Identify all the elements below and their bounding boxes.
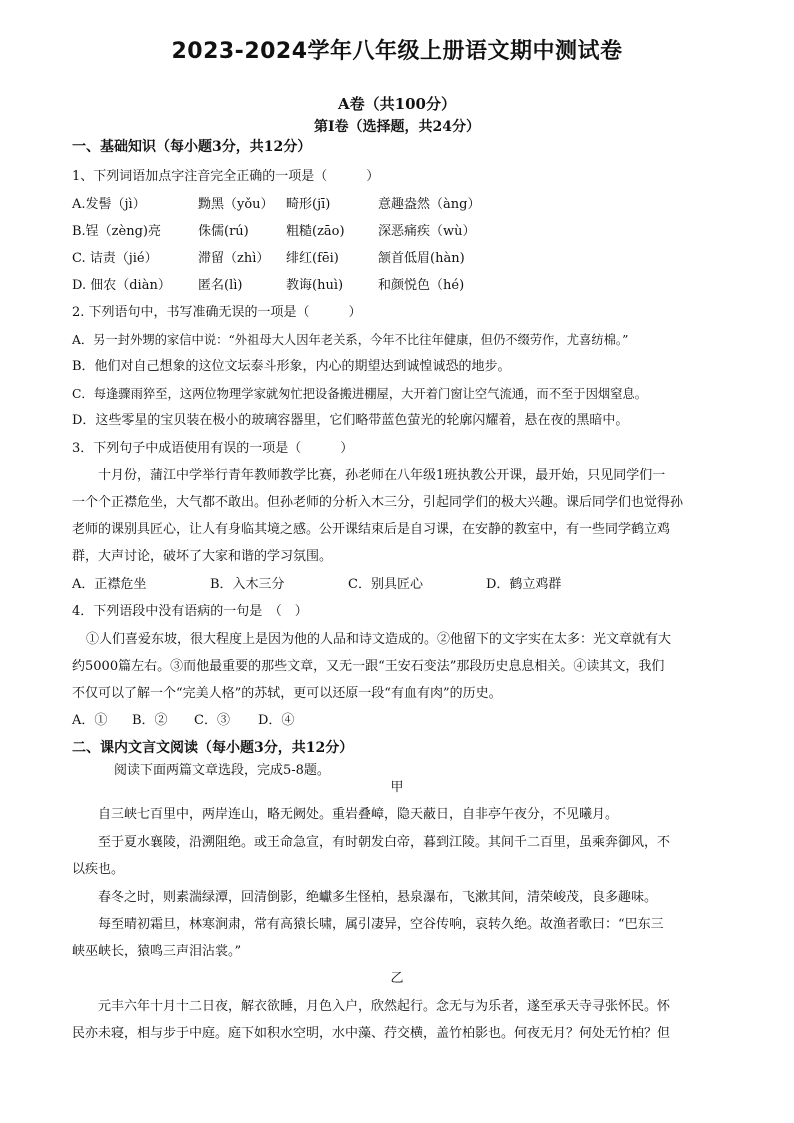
q3-options: [72, 576, 732, 594]
q1-option-b: [72, 223, 732, 241]
q4-stem: 4．下列语段中没有语病的一句是 （ ）: [72, 604, 308, 619]
q1-d-word3: 教诲(huì): [286, 278, 344, 293]
q2-option-a: A．另一封外甥的家信中说：“外祖母大人因年老关系，今年不比往年健康，但仍不缀劳作，尤喜纺棉。”: [72, 333, 629, 347]
q1-b-word2: 侏儒(rú): [198, 224, 249, 239]
passage-jia-line: 春冬之时，则素湍绿潭，回清倒影，绝巘多生怪柏，悬泉瀑布，飞漱其间，清荣峻茂，良多趣味。: [98, 890, 658, 905]
q4-option-b: B．②: [132, 713, 168, 728]
passage-yi-label: 乙: [390, 971, 404, 986]
q1-option-a: [72, 196, 732, 214]
q2-option-c: C．每逢骤雨猝至，这两位物理学家就匆忙把设备搬进棚屋，大开着门窗让空气流通，而不至于因烟窒息。: [72, 387, 648, 401]
q1-b-word3: 粗糙(zāo): [286, 224, 345, 239]
q1-a-word2: 黝黑（yǒu）: [198, 197, 274, 212]
q4-para-line: 约5000篇左右。③而他最重要的那些文章，又无一跟“王安石变法”那段历史息息相关。④读其文，我们: [72, 659, 665, 674]
q1-option-c: [72, 250, 732, 268]
q1-c-word4: 颔首低眉(hàn): [378, 251, 465, 266]
q3-para-line: 老师的课别具匠心，让人有身临其境之感。公开课结束后是自习课，在安静的教室中，有一些同学鹤立鸡: [72, 522, 671, 537]
q3-para-line: 群，大声讨论，破坏了大家和谐的学习氛围。: [72, 549, 333, 564]
q3-option-c: C．别具匠心: [348, 577, 423, 592]
q4-para-line: 不仅可以了解一个“完美人格”的苏轼，更可以还原一段“有血有肉”的历史。: [72, 686, 502, 701]
part-one-heading: 第Ⅰ卷（选择题，共24分）: [313, 119, 481, 135]
passage-jia-line: 每至晴初霜旦，林寒涧肃，常有高猿长啸，属引凄异，空谷传响，哀转久绝。故渔者歌曰：“巴东三: [98, 917, 664, 932]
section2-heading: 二、课内文言文阅读（每小题3分，共12分）: [72, 740, 354, 756]
passage-jia-line: 至于夏水襄陵，沿溯阻绝。或王命急宣，有时朝发白帝，暮到江陵。其间千二百里，虽乘奔御风，不: [98, 835, 671, 850]
q4-option-a: A．①: [72, 713, 108, 728]
volume-a-heading: A卷（共100分）: [338, 95, 456, 113]
q1-option-d: [72, 277, 732, 295]
q1-c-word2: 滞留（zhì）: [198, 251, 270, 266]
passage-jia-line: 自三峡七百里中，两岸连山，略无阙处。重岩叠嶂，隐天蔽日，自非亭午夜分，不见曦月。: [98, 807, 619, 822]
page-title: 2023-2024学年八年级上册语文期中测试卷: [171, 39, 623, 64]
passage-jia-line: 以疾也。: [72, 862, 125, 877]
q1-c-word3: 绯红(fēi): [286, 251, 339, 266]
q4-para-line: ①人们喜爱东坡，很大程度上是因为他的人品和诗文造成的。②他留下的文字实在太多：光文章就有大: [86, 632, 672, 647]
passage-jia-label: 甲: [390, 780, 404, 795]
passage-jia-line: 峡巫峡长，猿鸣三声泪沾裳。”: [72, 944, 242, 959]
q4-options: [72, 712, 732, 730]
q2-option-d: D．这些零星的宝贝装在极小的玻璃容器里，它们略带蓝色萤光的轮廓闪耀着，悬在夜的黑暗中。: [72, 413, 629, 428]
q1-a-word1: A.发髻（jì）: [72, 197, 146, 212]
q3-para-line: 一个个正襟危坐，大气都不敢出。但孙老师的分析入木三分，引起同学们的极大兴趣。课后同学们也觉得孙: [72, 495, 684, 510]
q3-para-line: 十月份，蒲江中学举行青年教师教学比赛，孙老师在八年级1班执教公开课，最开始，只见同学们一: [98, 468, 666, 483]
q3-option-d: D．鹤立鸡群: [486, 577, 562, 592]
q1-d-word2: 匿名(lì): [198, 278, 243, 293]
passage-yi-line: 元丰六年十月十二日夜，解衣欲睡，月色入户，欣然起行。念无与为乐者，遂至承天寺寻张怀民。怀: [98, 999, 671, 1014]
q2-option-b: B．他们对自己想象的这位文坛泰斗形象，内心的期望达到诚惶诚恐的地步。: [72, 359, 511, 374]
q4-option-c: C．③: [194, 713, 230, 728]
q1-d-word1: D. 佃农（diàn）: [72, 278, 171, 293]
q1-stem: 1、下列词语加点字注音完全正确的一项是（ ）: [72, 169, 380, 184]
passage-yi-line: 民亦未寝，相与步于中庭。庭下如积水空明，水中藻、荇交横，盖竹柏影也。何夜无月？何处无竹柏？但: [72, 1026, 671, 1041]
q1-b-word1: B.锃（zèng)亮: [72, 224, 161, 239]
q1-c-word1: C. 诘责（jié）: [72, 251, 158, 266]
q2-stem: 2. 下列语句中，书写准确无误的一项是（ ）: [72, 305, 362, 320]
section2-intro: 阅读下面两篇文章选段，完成5-8题。: [114, 763, 330, 778]
q1-a-word4: 意趣盎然（àng）: [378, 197, 481, 212]
q3-option-b: B．入木三分: [210, 577, 285, 592]
q1-b-word4: 深恶痛疾（wù）: [378, 224, 476, 239]
q4-option-d: D．④: [258, 713, 295, 728]
section1-heading: 一、基础知识（每小题3分，共12分）: [72, 139, 312, 155]
q3-stem: 3．下列句子中成语使用有误的一项是（ ）: [72, 441, 354, 456]
q1-d-word4: 和颜悦色（hé): [378, 278, 465, 293]
q1-a-word3: 畸形(jī): [286, 197, 331, 212]
q3-option-a: A．正襟危坐: [72, 577, 147, 592]
